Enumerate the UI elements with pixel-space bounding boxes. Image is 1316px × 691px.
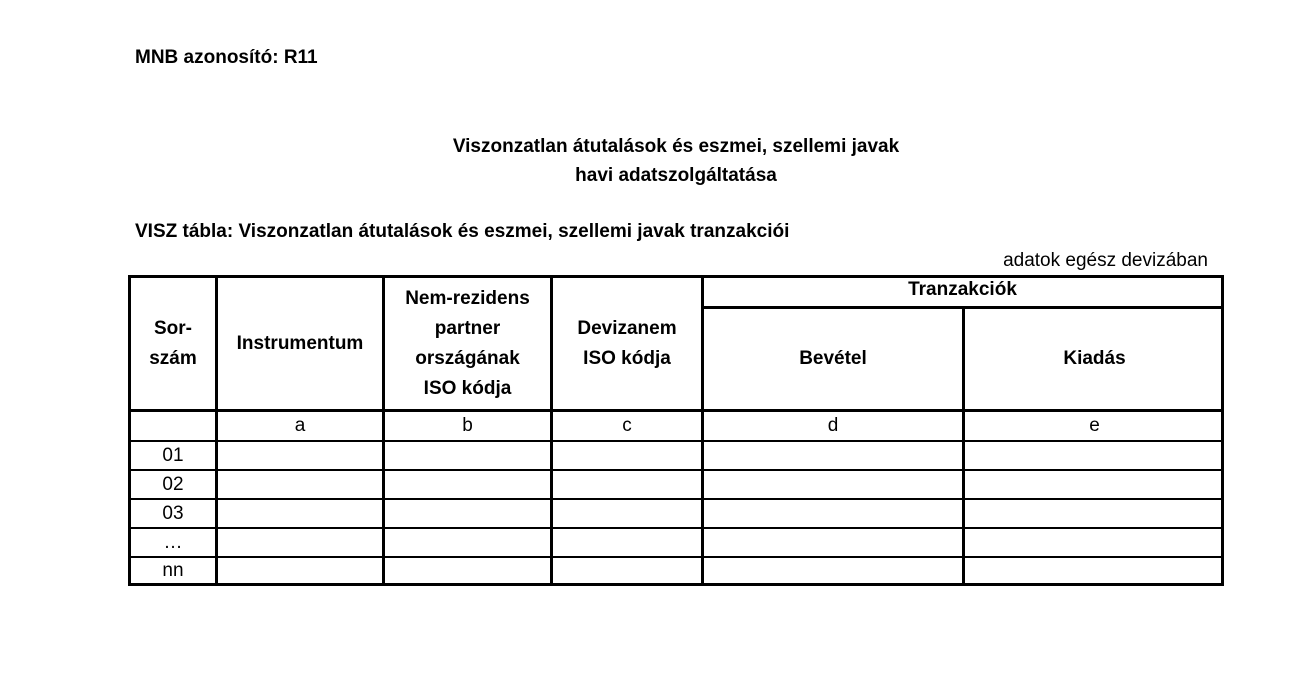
column-letter-d: d — [704, 412, 965, 442]
table-cell-kiadas — [965, 529, 1224, 558]
table-cell-partner — [385, 529, 553, 558]
header-kiadas — [965, 309, 1224, 412]
table-cell-bevetel — [704, 558, 965, 586]
row-number: 02 — [131, 471, 218, 500]
table-cell-instrumentum — [218, 558, 385, 586]
mnb-identifier: MNB azonosító: R11 — [135, 47, 318, 68]
header-bevetel-label: Bevétel — [799, 348, 867, 369]
column-letter-c: c — [553, 412, 704, 442]
table-cell-instrumentum — [218, 500, 385, 529]
header-tranzakciok-label: Tranzakciók — [908, 279, 1017, 300]
table-cell-instrumentum — [218, 442, 385, 471]
header-partner-iso — [385, 278, 553, 412]
table-cell-devizanem — [553, 529, 704, 558]
column-letter-a: a — [218, 412, 385, 442]
header-devizanem — [553, 278, 704, 412]
table-cell-kiadas — [965, 558, 1224, 586]
header-partner-line-2: partner — [434, 317, 501, 339]
header-sorszam — [131, 278, 218, 412]
page-title-line-2: havi adatszolgáltatása — [575, 165, 777, 186]
header-partner-line-4: ISO kódja — [423, 377, 512, 399]
column-letter-b: b — [385, 412, 553, 442]
table-cell-instrumentum — [218, 471, 385, 500]
header-partner-line-3: országának — [415, 347, 520, 369]
table-cell-devizanem — [553, 471, 704, 500]
table-cell-partner — [385, 500, 553, 529]
page-title-line-1: Viszonzatlan átutalások és eszmei, szellemi javak — [452, 136, 900, 157]
table-cell-kiadas — [965, 442, 1224, 471]
header-instrumentum-label: Instrumentum — [236, 332, 364, 354]
table-cell-devizanem — [553, 442, 704, 471]
header-partner-line-1: Nem-rezidens — [405, 287, 530, 309]
header-instrumentum — [218, 278, 385, 412]
header-sorszam-line-1: Sor- — [154, 317, 192, 339]
header-bevetel — [704, 309, 965, 412]
table-cell-partner — [385, 471, 553, 500]
page-title — [300, 132, 1052, 190]
table-cell-kiadas — [965, 471, 1224, 500]
header-tranzakciok — [704, 278, 1224, 309]
table-cell-bevetel — [704, 529, 965, 558]
table-cell-bevetel — [704, 500, 965, 529]
table-cell-kiadas — [965, 500, 1224, 529]
table-cell-instrumentum — [218, 529, 385, 558]
row-number: … — [131, 529, 218, 558]
header-kiadas-label: Kiadás — [1063, 348, 1126, 369]
row-number: nn — [131, 558, 218, 586]
row-number: 01 — [131, 442, 218, 471]
table-cell-devizanem — [553, 558, 704, 586]
table-cell-partner — [385, 558, 553, 586]
table-cell-bevetel — [704, 442, 965, 471]
unit-note: adatok egész devizában — [1003, 250, 1208, 271]
visz-table — [128, 275, 1224, 586]
header-sorszam-line-2: szám — [149, 347, 197, 369]
header-devizanem-line-1: Devizanem — [577, 317, 677, 339]
letter-row-empty — [131, 412, 218, 442]
table-cell-bevetel — [704, 471, 965, 500]
table-title: VISZ tábla: Viszonzatlan átutalások és eszmei, szellemi javak tranzakciói — [135, 221, 790, 242]
table-cell-devizanem — [553, 500, 704, 529]
row-number: 03 — [131, 500, 218, 529]
table-cell-partner — [385, 442, 553, 471]
column-letter-e: e — [965, 412, 1224, 442]
header-devizanem-line-2: ISO kódja — [583, 347, 671, 369]
